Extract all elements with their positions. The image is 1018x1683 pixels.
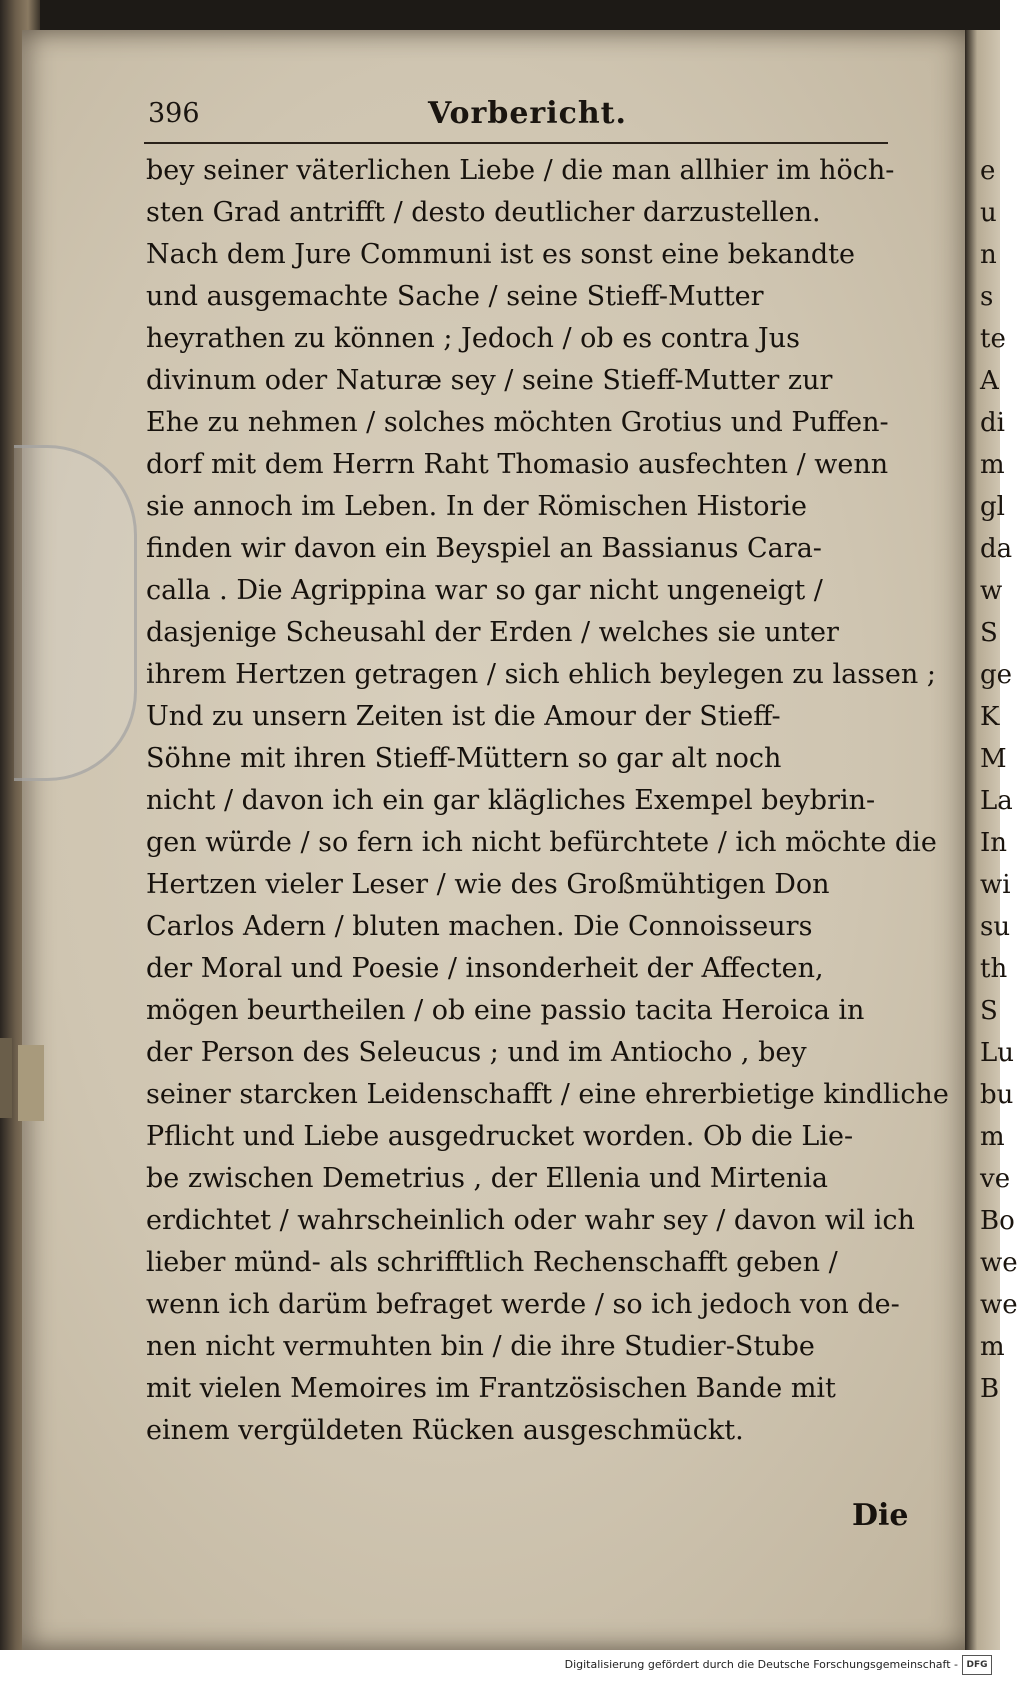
text-line: Carlos Adern / bluten machen. Die Connoisseurs: [146, 911, 813, 942]
text-line: finden wir davon ein Beyspiel an Bassianus Cara-: [146, 533, 822, 564]
facing-page-fragment: Lu: [980, 1038, 1015, 1068]
facing-page-text: [980, 150, 1018, 1410]
facing-page-fragment: n: [980, 240, 997, 270]
page-number: 396: [148, 98, 200, 129]
facing-page-fragment: M: [980, 744, 1007, 774]
facing-page-fragment: we: [980, 1290, 1018, 1320]
text-line: sten Grad antrifft / desto deutlicher darzustellen.: [146, 197, 821, 228]
facing-page-fragment: we: [980, 1248, 1018, 1278]
facing-page-fragment: A: [980, 366, 999, 396]
footer-bar: [0, 1650, 1000, 1683]
text-line: heyrathen zu können ; Jedoch / ob es contra Jus: [146, 323, 800, 354]
facing-page-fragment: B: [980, 1374, 1000, 1404]
text-line: bey seiner väterlichen Liebe / die man allhier im höch-: [146, 155, 895, 186]
facing-page-fragment: Bo: [980, 1206, 1015, 1236]
text-line: und ausgemachte Sache / seine Stieff-Mutter: [146, 281, 764, 312]
facing-page-fragment: e: [980, 156, 996, 186]
text-line: nicht / davon ich ein gar klägliches Exempel beybrin-: [146, 785, 876, 816]
text-line: lieber münd- als schrifftlich Rechenschafft geben /: [146, 1247, 838, 1278]
body-text: [146, 150, 949, 1452]
facing-page-fragment: th: [980, 954, 1008, 984]
facing-page-fragment: m: [980, 1122, 1005, 1152]
facing-page-fragment: K: [980, 702, 1000, 732]
footer-credit: Digitalisierung gefördert durch die Deutsche Forschungsgemeinschaft -: [564, 1658, 958, 1671]
text-line: Nach dem Jure Communi ist es sonst eine bekandte: [146, 239, 855, 270]
text-line: dasjenige Scheusahl der Erden / welches sie unter: [146, 617, 839, 648]
running-head: Vorbericht.: [428, 96, 627, 131]
text-line: calla . Die Agrippina war so gar nicht ungeneigt /: [146, 575, 823, 606]
text-line: der Person des Seleucus ; und im Antiocho , bey: [146, 1037, 807, 1068]
facing-page-fragment: da: [980, 534, 1013, 564]
facing-page-fragment: S: [980, 618, 998, 648]
text-line: Söhne mit ihren Stieff-Müttern so gar alt noch: [146, 743, 782, 774]
facing-page-fragment: In: [980, 828, 1008, 858]
facing-page-fragment: m: [980, 1332, 1005, 1362]
header-rule: [144, 142, 888, 144]
facing-page-fragment: wi: [980, 870, 1011, 900]
facing-page-fragment: te: [980, 324, 1006, 354]
text-line: dorf mit dem Herrn Raht Thomasio ausfechten / wenn: [146, 449, 889, 480]
text-line: wenn ich darüm befraget werde / so ich jedoch von de-: [146, 1289, 900, 1320]
text-line: Hertzen vieler Leser / wie des Großmühtigen Don: [146, 869, 830, 900]
facing-page-fragment: su: [980, 912, 1011, 942]
facing-page-fragment: bu: [980, 1080, 1014, 1110]
plastic-page-clip: [14, 445, 137, 781]
dfg-logo: DFG: [962, 1655, 992, 1675]
facing-page-fragment: ge: [980, 660, 1013, 690]
facing-page-fragment: La: [980, 786, 1013, 816]
facing-page-fragment: s: [980, 282, 994, 312]
text-line: einem vergüldeten Rücken ausgeschmückt.: [146, 1415, 744, 1446]
text-line: mit vielen Memoires im Frantzösischen Bande mit: [146, 1373, 836, 1404]
facing-page-fragment: w: [980, 576, 1003, 606]
text-line: sie annoch im Leben. In der Römischen Historie: [146, 491, 808, 522]
facing-page-fragment: u: [980, 198, 997, 228]
catchword: Die: [852, 1498, 909, 1533]
page-tab-marker: [18, 1045, 44, 1121]
facing-page-fragment: m: [980, 450, 1005, 480]
facing-page-fragment: ve: [980, 1164, 1011, 1194]
facing-page-fragment: gl: [980, 492, 1005, 522]
text-line: Und zu unsern Zeiten ist die Amour der Stieff-: [146, 701, 781, 732]
text-line: der Moral und Poesie / insonderheit der Affecten,: [146, 953, 824, 984]
page-header: [148, 98, 908, 138]
text-line: Ehe zu nehmen / solches möchten Grotius und Puffen-: [146, 407, 889, 438]
page-tab-shadow: [0, 1038, 12, 1118]
facing-page-fragment: S: [980, 996, 998, 1026]
text-line: gen würde / so fern ich nicht befürchtete / ich möchte die: [146, 827, 937, 858]
text-line: be zwischen Demetrius , der Ellenia und Mirtenia: [146, 1163, 828, 1194]
text-line: Pflicht und Liebe ausgedrucket worden. Ob die Lie-: [146, 1121, 854, 1152]
text-line: nen nicht vermuhten bin / die ihre Studier-Stube: [146, 1331, 815, 1362]
text-line: ihrem Hertzen getragen / sich ehlich beylegen zu lassen ;: [146, 659, 936, 690]
text-line: erdichtet / wahrscheinlich oder wahr sey / davon wil ich: [146, 1205, 915, 1236]
facing-page-fragment: di: [980, 408, 1005, 438]
text-line: divinum oder Naturæ sey / seine Stieff-Mutter zur: [146, 365, 833, 396]
text-line: mögen beurtheilen / ob eine passio tacita Heroica in: [146, 995, 865, 1026]
text-line: seiner starcken Leidenschafft / eine ehrerbietige kindliche: [146, 1079, 949, 1110]
